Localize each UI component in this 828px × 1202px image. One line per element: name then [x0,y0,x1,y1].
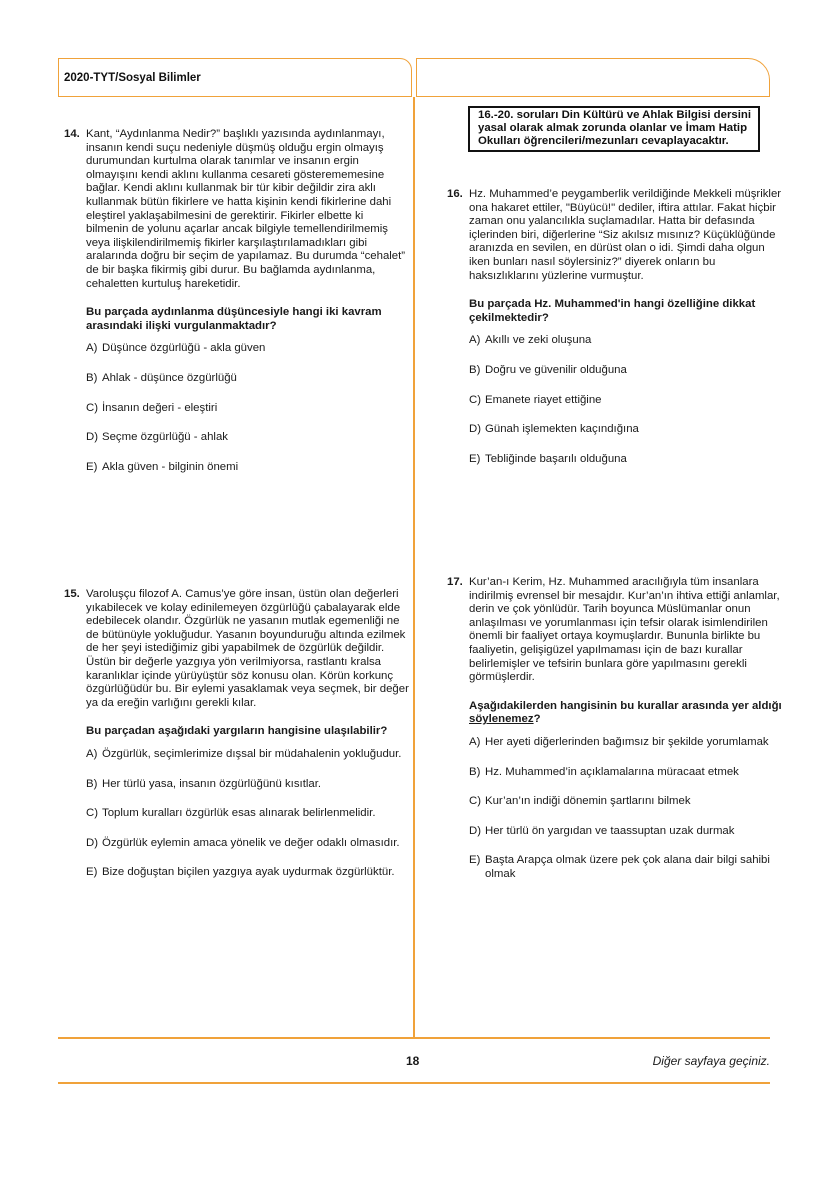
option-c[interactable] [86,807,412,821]
next-page-note: Diğer sayfaya geçiniz. [652,1054,770,1068]
option-letter: E) [86,460,98,473]
option-d[interactable] [86,837,412,851]
option-a[interactable] [86,748,412,762]
option-b[interactable] [86,372,406,386]
option-text: Doğru ve güvenilir olduğuna [485,363,627,376]
option-text: Her ayeti diğerlerinden bağımsız bir şekilde yorumlamak [485,735,769,748]
option-text: Akıllı ve zeki oluşuna [485,334,592,347]
question-passage: Kant, “Aydınlanma Nedir?” başlıklı yazısında aydınlanmayı, insanın kendi suçu nedeniyle düşmüş olduğu ergin olmayış durumundan kurtulma olarak tanımlar ve insanın ergin olmayışını kendi aklını kullanma cesareti gösterememesine bağlar. Kendi aklını kullanmak bir tür kibir değildir zira aklı kullanmak bütün fikirlere ve hatta kişinin kendi fikirlerine dahi eleştirel yaklaşabilmesini de gerektirir. Fikirler elbette ki bilmenin de yolunu açarlar ancak bilgiyle temellendirilmemiş veya ilişkilendirilmemiş fikirler karşılaştırılamadıkları gibi aralarında doğru bir seçim de yapılamaz. Bu durumda “cehalet” de bir başka fikirmiş gibi durur. Bu bağlamda aydınlanma, cehaletten kurtuluş hareketidir. [86,128,406,290]
option-letter: B) [469,363,481,376]
option-letter: C) [86,401,99,414]
option-letter: C) [469,795,482,808]
question-stem: Bu parçada Hz. Muhammed'in hangi özelliğine dikkat çekilmektedir? [469,298,756,324]
option-e[interactable] [86,461,406,475]
question-number: 16. [447,188,463,200]
question-passage: Kur’an-ı Kerim, Hz. Muhammed aracılığıyla tüm insanlara indirilmiş evrensel bir mesajdır. Kur’an’ın ihtiva ettiği anlamlar, derin ve çok yönlüdür. Tarih boyunca Müslümanlar onun anlaşılması ve yorumlanması için tefsir olarak isimlendirilen önemli bir faaliyet ortaya koymuşlardır. Bununla birlikte bu faaliyetin, gelişigüzel yapılmaması için de bazı kurallar belirlemişler ve tefsirin bunlara göre yapılmasını gerekli görmüşlerdir. [469,576,780,684]
option-text: Seçme özgürlüğü - ahlak [102,431,228,444]
question-15 [64,588,412,896]
option-list [86,748,412,880]
option-letter: D) [469,423,482,436]
question-stem-end: ? [533,713,541,726]
option-e[interactable] [469,854,785,881]
question-stem-underlined: söylenemez [469,713,534,726]
option-list [86,342,406,474]
option-d[interactable] [469,825,785,839]
option-letter: D) [469,824,482,837]
question-passage: Hz. Muhammed’e peygamberlik verildiğinde Mekkeli müşrikler ona hakaret ettiler, "Büyücü!" dediler, iftira attılar. Fakat hiçbir zaman onu yalancılıkla suçlamadılar. Hatta bir defasında içlerinden biri, diğerlerine “Siz akılsız mısınız? Küçüklüğünde aranızda en sevilen, en dürüst olan o idi. Şimdi daha olgun iken bunları nasıl söylersiniz?” diyerek onların bu haksızlıklarını yüzlerine vurmuştur. [469,188,782,282]
header-right-box [416,58,770,97]
option-text: Her türlü yasa, insanın özgürlüğünü kısıtlar. [102,777,322,790]
column-divider [413,97,415,1037]
option-letter: A) [469,334,481,347]
option-a[interactable] [86,342,406,356]
page-number: 18 [406,1054,420,1068]
question-16 [447,188,785,482]
question-stem-start: Aşağıdakilerden hangisinin bu kurallar arasında yer aldığı [469,699,782,712]
option-letter: D) [86,836,99,849]
footer-rule-bottom [58,1082,770,1084]
option-letter: D) [86,431,99,444]
option-a[interactable] [469,334,785,348]
question-14 [64,128,406,490]
option-text: Özgürlük, seçimlerimize dışsal bir müdahalenin yokluğudur. [102,747,402,760]
option-text: Hz. Muhammed’in açıklamalarına müracaat etmek [485,765,739,778]
question-stem: Bu parçadan aşağıdaki yargıların hangisine ulaşılabilir? [86,725,388,738]
option-b[interactable] [469,766,785,780]
option-d[interactable] [469,423,785,437]
option-list [469,736,785,882]
notice-box: 16.-20. soruları Din Kültürü ve Ahlak Bilgisi dersini yasal olarak almak zorunda olanlar ve İmam Hatip Okulları öğrencileri/mezunları cevaplayacaktır. [468,106,760,152]
option-text: İnsanın değeri - eleştiri [102,401,218,414]
option-e[interactable] [86,866,412,880]
option-letter: C) [469,393,482,406]
question-stem: Bu parçada aydınlanma düşüncesiyle hangi iki kavram arasındaki ilişki vurgulanmaktadır? [86,306,382,332]
question-number: 14. [64,128,80,140]
option-letter: A) [469,735,481,748]
option-b[interactable] [469,364,785,378]
question-passage: Varoluşçu filozof A. Camus’ye göre insan, üstün olan değerleri yıkabilecek ve kolay edinilemeyen özgürlüğü çabalayarak elde edebilecek olandır. Özgürlük ne yasanın mutlak egemenliği ne de bütünüyle yokluğudur. Yasanın boyunduruğu altında ezilmek de her şeyi istediğimiz gibi yapabilmek de özgürlük değildir. Üstün bir değerle yazgıya yön verilmiyorsa, rastlantı kralsa karanlıklar içinde yürüyüştür söz konusu olan. Körün korkunç özgürlüğüdür bu. Bir eylemi yasaklamak veya seçmek, bir değer ya da ereğin varlığını gerekli kılar. [86,588,409,709]
option-text: Özgürlük eylemin amaca yönelik ve değer odaklı olmasıdır. [102,836,400,849]
option-c[interactable] [469,394,785,408]
question-number: 17. [447,576,463,588]
option-text: Başta Arapça olmak üzere pek çok alana dair bilgi sahibi olmak [485,854,770,880]
option-letter: B) [469,765,481,778]
option-letter: A) [86,342,98,355]
option-text: Günah işlemekten kaçındığına [485,423,639,436]
option-text: Ahlak - düşünce özgürlüğü [102,371,237,384]
footer-rule-top [58,1037,770,1039]
question-stem [469,700,785,727]
option-text: Düşünce özgürlüğü - akla güven [102,342,266,355]
question-number: 15. [64,588,80,600]
option-letter: E) [469,452,481,465]
option-e[interactable] [469,453,785,467]
option-letter: B) [86,777,98,790]
option-letter: A) [86,747,98,760]
option-letter: E) [469,854,481,867]
option-text: Akla güven - bilginin önemi [102,460,239,473]
option-text: Toplum kuralları özgürlük esas alınarak belirlenmelidir. [102,807,376,820]
option-letter: E) [86,866,98,879]
option-a[interactable] [469,736,785,750]
option-text: Tebliğinde başarılı olduğuna [485,452,627,465]
option-letter: B) [86,371,98,384]
option-text: Emanete riayet ettiğine [485,393,602,406]
header-title: 2020-TYT/Sosyal Bilimler [64,72,201,84]
option-letter: C) [86,807,99,820]
option-c[interactable] [469,795,785,809]
option-b[interactable] [86,778,412,792]
option-text: Her türlü ön yargıdan ve taassuptan uzak durmak [485,824,735,837]
option-text: Bize doğuştan biçilen yazgıya ayak uydurmak özgürlüktür. [102,866,395,879]
option-d[interactable] [86,431,406,445]
option-list [469,334,785,466]
option-c[interactable] [86,402,406,416]
option-text: Kur’an’ın indiği dönemin şartlarını bilmek [485,795,691,808]
question-17 [447,576,785,898]
